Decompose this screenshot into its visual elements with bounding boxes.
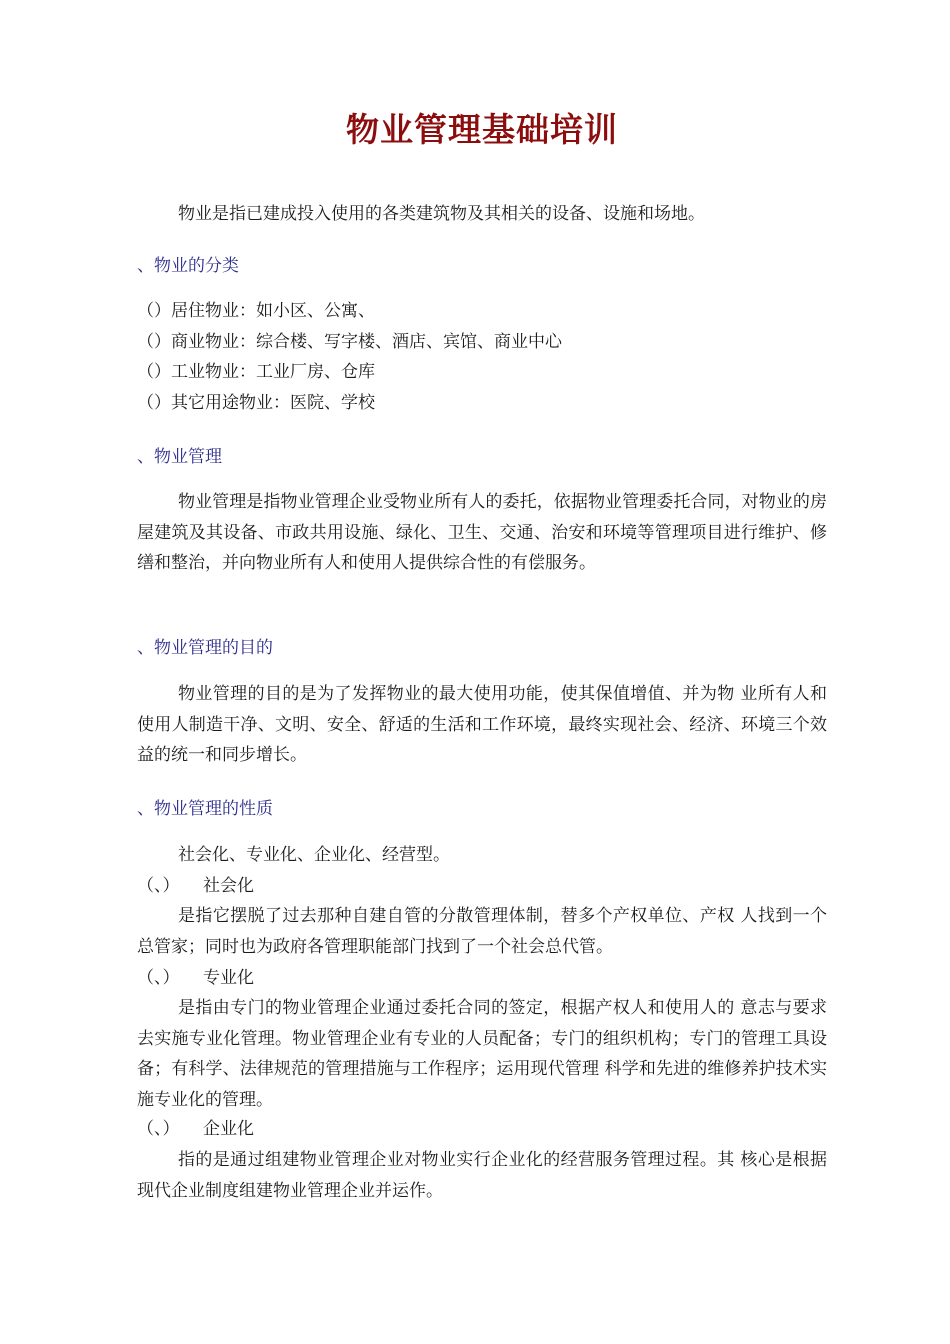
subsection-heading-enterprise [137,1114,254,1144]
list-item: （）商业物业：综合楼、写字楼、酒店、宾馆、商业中心 [137,331,562,352]
management-paragraph: 物业管理是指物业管理企业受物业所有人的委托，依据物业管理委托合同，对物业的房屋建筑及其设备、市政共用设施、绿化、卫生、交通、治安和环境等管理项目进行维护、修缮和整治，并向物业所有人和使用人提供综合性的有偿服务。 [137,492,827,573]
list-item: （）其它用途物业：医院、学校 [137,392,375,413]
subsection-text-enterprise: 指的是通过组建物业管理企业对物业实行企业化的经营服务管理过程。其 核心是根据现代企业制度组建物业管理企业并运作。 [137,1150,827,1201]
intro-paragraph: 物业是指已建成投入使用的各类建筑物及其相关的设备、设施和场地。 [178,204,705,224]
subsection-number: （、） [137,876,180,896]
purpose-paragraph: 物业管理的目的是为了发挥物业的最大使用功能，使其保值增值、并为物 业所有人和使用人制造干净、文明、安全、舒适的生活和工作环境，最终实现社会、经济、环境三个效益的统一和同步增长。 [137,684,827,765]
classification-list [137,296,827,418]
subsection-heading-social [137,871,254,901]
nature-summary: 社会化、专业化、企业化、经营型。 [178,845,450,865]
subsection-number: （、） [137,1119,180,1139]
section-heading-nature: 、物业管理的性质 [137,799,273,819]
document-title: 物业管理基础培训 [346,110,618,149]
list-item: （）工业物业：工业厂房、仓库 [137,362,375,382]
section-heading-purpose: 、物业管理的目的 [137,638,273,658]
subsection-label: 专业化 [203,968,254,988]
subsection-number: （、） [137,968,180,988]
section-heading-classification: 、物业的分类 [137,256,239,276]
subsection-label: 社会化 [203,876,254,896]
subsection-heading-professional [137,963,254,993]
subsection-text-professional: 是指由专门的物业管理企业通过委托合同的签定，根据产权人和使用人的 意志与要求去实施专业化管理。物业管理企业有专业的人员配备；专门的组织机构；专门的管理工具设备；有科学、法律规范的管理措施与工作程序；运用现代管理 科学和先进的维修养护技术实施专业化的管理。 [137,998,827,1110]
subsection-label: 企业化 [203,1119,254,1139]
subsection-text-social: 是指它摆脱了过去那种自建自管的分散管理体制，替多个产权单位、产权 人找到一个总管家；同时也为政府各管理职能部门找到了一个社会总代管。 [137,906,827,957]
list-item: （）居住物业：如小区、公寓、 [137,301,375,321]
section-heading-management: 、物业管理 [137,447,222,467]
